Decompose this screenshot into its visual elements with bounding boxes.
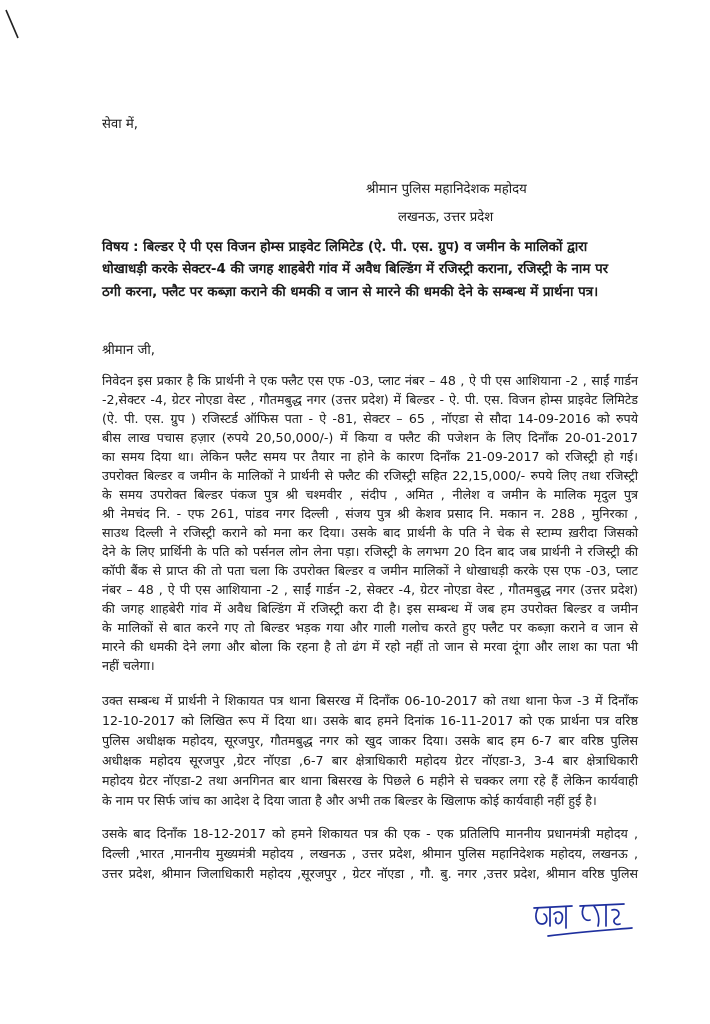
para2-line: के नाम पर सिर्फ जांच का आदेश दे दिया जाता है और अभी तक बिल्डर के खिलाफ कोई कार्यवाही नहीं हुई है। <box>102 793 597 808</box>
para2-line: उक्त सम्बन्ध में प्रार्थनी ने शिकायत पत्र थाना बिसरख में दिनाँक 06-10-2017 को तथा थाना फेज -3 में दिनाँक <box>102 693 638 708</box>
subject-line-1 <box>102 240 587 256</box>
para1-line: की जगह शाहबेरी गांव में अवैध बिल्डिंग में रजिस्ट्री करा दी है। इस सम्बन्ध में जब हम उपरोक्त बिल्डर व जमीन <box>102 601 638 616</box>
para1-line: निवेदन इस प्रकार है कि प्रार्थनी ने एक फ्लैट एस एफ -03, प्लाट नंबर – 48 , ऐ पी एस आशियाना -2 , साईं गार्डन <box>102 373 638 388</box>
para1-line: -2,सेक्टर -4, ग्रेटर नोएडा वेस्ट , गौतमबुद्ध नगर (उत्तर प्रदेश) में बिल्डर - ऐ. पी. एस. विजन होम्स प्राइवेट लिमिटेड <box>102 392 638 407</box>
recipient-location: लखनऊ, उत्तर प्रदेश <box>398 210 494 225</box>
para1-line: कॉपी बैंक से प्राप्त की तो पता चला कि उपरोक्त बिल्डर व जमीन मालिकों ने धोखाधड़ी करके एस एफ -03, प्लाट <box>102 563 638 578</box>
subject-text-1: बिल्डर ऐ पी एस विजन होम्स प्राइवेट लिमिटेड (ऐ. पी. एस. ग्रुप) व जमीन के मालिकों द्वारा <box>143 240 588 255</box>
para1-line: (ऐ. पी. एस. ग्रुप ) रजिस्टर्ड ऑफिस पता - ऐ -81, सेक्टर – 65 , नॉएडा से सौदा 14-09-2016 को रुपये <box>102 411 638 426</box>
para3-line: उसके बाद दिनाँक 18-12-2017 को हमने शिकायत पत्र की एक - एक प्रतिलिपि माननीय प्रधानमंत्री महोदय , <box>102 826 638 841</box>
para1-line: देने के लिए प्रार्थिनी के पति को पर्सनल लोन लेना पड़ा। रजिस्ट्री के लगभग 20 दिन बाद जब प्रार्थनी ने रजिस्ट्री की <box>102 544 638 559</box>
para2-line: पुलिस अधीक्षक महोदय, सूरजपुर, गौतमबुद्ध नगर को खुद जाकर दिया। उसके बाद हम 6-7 बार वरिष्ठ पुलिस <box>102 733 638 748</box>
pen-mark-icon <box>2 8 22 42</box>
salutation-top: सेवा में, <box>102 117 138 132</box>
para3-line: दिल्ली ,भारत ,माननीय मुख्यमंत्री महोदय , लखनऊ , उत्तर प्रदेश, श्रीमान पुलिस महानिदेशक महोदय, लखनऊ , <box>102 846 638 861</box>
para2-line: अधीक्षक महोदय सूरजपुर ,ग्रेटर नॉएडा ,6-7 बार क्षेत्राधिकारी महोदय ग्रेटर नॉएडा-3, 3-4 बार क्षेत्राधिकारी <box>102 753 638 768</box>
para1-line: नहीं चलेगा। <box>102 658 155 673</box>
subject-label: विषय : <box>102 240 139 255</box>
para1-line: के मालिकों से बात करने गए तो बिल्डर भड़क गया और गाली गलोच करते हुए फ्लैट पर कब्ज़ा कराने व जान से <box>102 620 638 635</box>
para1-line: के समय उपरोक्त बिल्डर पंकज पुत्र श्री चश्मवीर , संदीप , अमित , नीलेश व जमीन के मालिक मृदुल पुत्र <box>102 487 638 502</box>
para1-line: का समय दिया था। लेकिन फ्लैट समय पर तैयार ना होने के कारण दिनाँक 21-09-2017 को रजिस्ट्री हो गई। <box>102 449 638 464</box>
greeting: श्रीमान जी, <box>102 343 155 358</box>
para3-line: उत्तर प्रदेश, श्रीमान जिलाधिकारी महोदय ,सूरजपुर , ग्रेटर नॉएडा , गौ. बु. नगर ,उत्तर प्रदेश, श्रीमान वरिष्ठ पुलिस <box>102 866 638 881</box>
handwritten-signature <box>528 898 638 944</box>
para1-line: साउथ दिल्ली ने रजिस्ट्री कराने को मना कर दिया। उसके बाद प्रार्थनी के पति ने चेक से स्टाम्प ख़रीदा जिसको <box>102 525 638 540</box>
subject-line-2: धोखाधड़ी करके सेक्टर-4 की जगह शाहबेरी गांव में अवैध बिल्डिंग में रजिस्ट्री कराना, रजिस्ट्री के नाम पर <box>102 262 609 277</box>
subject-line-3: ठगी करना, फ्लैट पर कब्ज़ा कराने की धमकी व जान से मारने की धमकी देने के सम्बन्ध में प्रार्थना पत्र। <box>102 285 599 300</box>
para1-line: श्री नेमचंद नि. - एफ 261, पांडव नगर दिल्ली , संजय पुत्र श्री केशव प्रसाद नि. मकान न. 288 , मुनिरका , <box>102 506 638 521</box>
para1-line: मारने की धमकी देने लगा और बोला कि रहना है तो ढंग में रहो नहीं तो जान से मरवा दूंगा और लाश का पता भी <box>102 639 638 654</box>
para1-line: उपरोक्त बिल्डर व जमीन के मालिकों ने प्रार्थनी से फ्लैट की रजिस्ट्री सहित 22,15,000/- रुपये लिए तथा रजिस्ट्री <box>102 468 638 483</box>
para2-line: महोदय ग्रेटर नॉएडा-2 तथा अनगिनत बार थाना बिसरख के पिछले 6 महीने से चक्कर लगा रहे हैं लेकिन कार्यवाही <box>102 773 638 788</box>
para1-line: बीस लाख पचास हज़ार (रुपये 20,50,000/-) में किया व फ्लैट की पजेशन के लिए दिनाँक 20-01-2017 <box>102 430 638 445</box>
recipient-title: श्रीमान पुलिस महानिदेशक महोदय <box>366 182 527 197</box>
para1-line: नंबर – 48 , ऐ पी एस आशियाना -2 , साईं गार्डन -2, सेक्टर -4, ग्रेटर नोएडा वेस्ट , गौतमबुद्ध नगर (उत्तर प्रदेश) <box>102 582 638 597</box>
para2-line: 12-10-2017 को लिखित रूप में दिया था। उसके बाद हमने दिनांक 16-11-2017 को एक प्रार्थना पत्र वरिष्ठ <box>102 713 638 728</box>
